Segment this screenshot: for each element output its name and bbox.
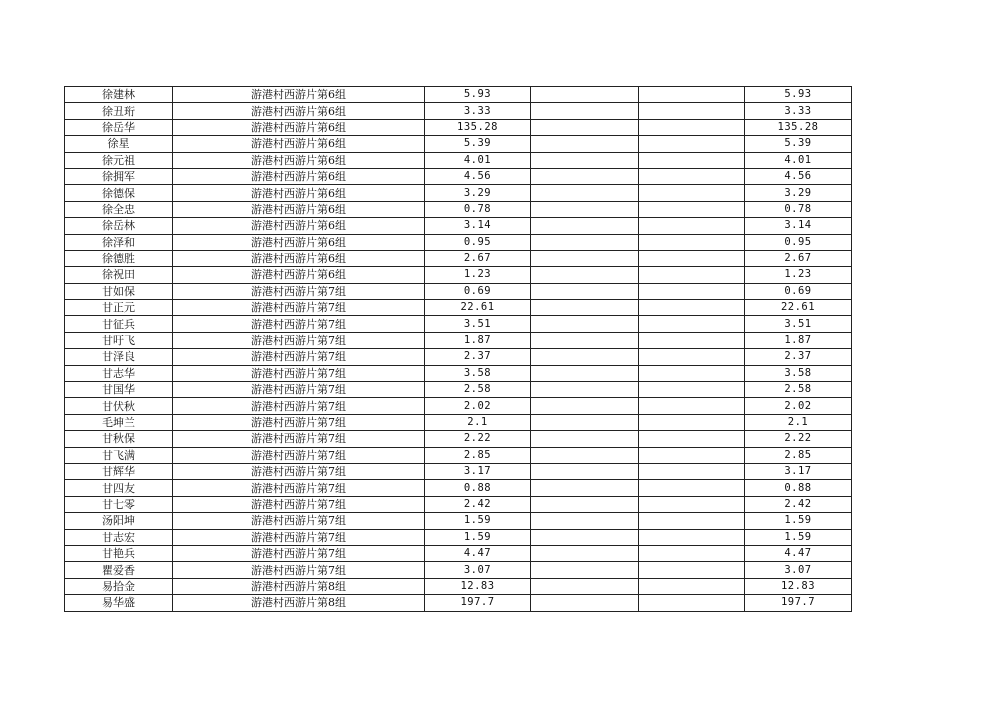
area-cell: 2.22 [425,431,531,447]
location-cell: 游港村西游片第6组 [173,250,425,266]
blank-cell [639,87,745,103]
blank-cell [639,267,745,283]
area-cell: 5.39 [425,136,531,152]
location-cell: 游港村西游片第6组 [173,168,425,184]
total-cell: 4.47 [745,545,852,561]
area-cell: 4.01 [425,152,531,168]
total-cell: 3.51 [745,316,852,332]
name-cell: 甘正元 [65,300,173,316]
total-cell: 2.58 [745,382,852,398]
blank-cell [639,119,745,135]
total-cell: 3.17 [745,463,852,479]
blank-cell [531,545,639,561]
area-cell: 2.1 [425,414,531,430]
blank-cell [531,414,639,430]
name-cell: 甘国华 [65,382,173,398]
name-cell: 易拾金 [65,578,173,594]
name-cell: 甘辉华 [65,463,173,479]
blank-cell [531,119,639,135]
area-cell: 2.85 [425,447,531,463]
total-cell: 4.56 [745,168,852,184]
table-row [65,218,852,234]
blank-cell [531,87,639,103]
name-cell: 徐丑珩 [65,103,173,119]
area-cell: 1.59 [425,513,531,529]
name-cell: 甘志华 [65,365,173,381]
table-row [65,250,852,266]
blank-cell [639,513,745,529]
area-cell: 135.28 [425,119,531,135]
area-cell: 3.07 [425,562,531,578]
total-cell: 0.95 [745,234,852,250]
total-cell: 12.83 [745,578,852,594]
table-row [65,283,852,299]
area-cell: 4.56 [425,168,531,184]
table-row [65,152,852,168]
table-row [65,480,852,496]
area-cell: 2.67 [425,250,531,266]
name-cell: 徐元祖 [65,152,173,168]
name-cell: 甘志宏 [65,529,173,545]
table-row [65,201,852,217]
blank-cell [531,103,639,119]
name-cell: 甘伏秋 [65,398,173,414]
blank-cell [639,545,745,561]
name-cell: 甘艳兵 [65,545,173,561]
total-cell: 1.23 [745,267,852,283]
total-cell: 5.93 [745,87,852,103]
area-cell: 3.58 [425,365,531,381]
location-cell: 游港村西游片第6组 [173,152,425,168]
blank-cell [531,185,639,201]
area-cell: 3.33 [425,103,531,119]
table-row [65,545,852,561]
name-cell: 甘吁飞 [65,332,173,348]
blank-cell [639,152,745,168]
blank-cell [639,136,745,152]
blank-cell [531,152,639,168]
blank-cell [531,168,639,184]
table-row [65,267,852,283]
area-cell: 2.42 [425,496,531,512]
table-row [65,87,852,103]
blank-cell [531,234,639,250]
blank-cell [531,529,639,545]
blank-cell [639,562,745,578]
blank-cell [531,496,639,512]
table-row [65,414,852,430]
table-row [65,529,852,545]
area-cell: 0.88 [425,480,531,496]
total-cell: 3.33 [745,103,852,119]
total-cell: 1.59 [745,529,852,545]
name-cell: 甘征兵 [65,316,173,332]
location-cell: 游港村西游片第7组 [173,480,425,496]
area-cell: 1.59 [425,529,531,545]
location-cell: 游港村西游片第8组 [173,595,425,611]
location-cell: 游港村西游片第7组 [173,414,425,430]
area-cell: 0.78 [425,201,531,217]
blank-cell [531,316,639,332]
table-row [65,496,852,512]
area-cell: 0.95 [425,234,531,250]
location-cell: 游港村西游片第6组 [173,87,425,103]
blank-cell [531,267,639,283]
table-row [65,119,852,135]
table-row [65,136,852,152]
total-cell: 135.28 [745,119,852,135]
name-cell: 甘七零 [65,496,173,512]
total-cell: 3.58 [745,365,852,381]
table-row [65,431,852,447]
total-cell: 2.42 [745,496,852,512]
table-row [65,234,852,250]
area-cell: 1.23 [425,267,531,283]
blank-cell [531,332,639,348]
name-cell: 徐建林 [65,87,173,103]
location-cell: 游港村西游片第6组 [173,119,425,135]
blank-cell [639,578,745,594]
area-cell: 3.17 [425,463,531,479]
table-row [65,349,852,365]
blank-cell [531,447,639,463]
blank-cell [639,398,745,414]
name-cell: 徐德胜 [65,250,173,266]
blank-cell [531,283,639,299]
location-cell: 游港村西游片第6组 [173,201,425,217]
location-cell: 游港村西游片第6组 [173,267,425,283]
name-cell: 徐拥军 [65,168,173,184]
name-cell: 毛坤兰 [65,414,173,430]
blank-cell [639,365,745,381]
name-cell: 徐岳华 [65,119,173,135]
area-cell: 3.29 [425,185,531,201]
location-cell: 游港村西游片第7组 [173,332,425,348]
name-cell: 甘如保 [65,283,173,299]
blank-cell [639,168,745,184]
table-body [65,87,852,612]
table-row [65,300,852,316]
name-cell: 徐德保 [65,185,173,201]
total-cell: 1.59 [745,513,852,529]
table-row [65,185,852,201]
blank-cell [531,218,639,234]
area-cell: 197.7 [425,595,531,611]
total-cell: 2.67 [745,250,852,266]
total-cell: 3.14 [745,218,852,234]
blank-cell [639,463,745,479]
blank-cell [531,578,639,594]
blank-cell [531,201,639,217]
table-row [65,365,852,381]
blank-cell [639,447,745,463]
blank-cell [639,201,745,217]
area-cell: 1.87 [425,332,531,348]
total-cell: 0.78 [745,201,852,217]
total-cell: 0.88 [745,480,852,496]
location-cell: 游港村西游片第7组 [173,365,425,381]
total-cell: 3.07 [745,562,852,578]
blank-cell [639,496,745,512]
area-cell: 12.83 [425,578,531,594]
location-cell: 游港村西游片第7组 [173,513,425,529]
location-cell: 游港村西游片第7组 [173,496,425,512]
name-cell: 徐全忠 [65,201,173,217]
blank-cell [639,218,745,234]
table-row [65,332,852,348]
total-cell: 0.69 [745,283,852,299]
area-cell: 3.14 [425,218,531,234]
name-cell: 徐岳林 [65,218,173,234]
blank-cell [639,414,745,430]
blank-cell [639,250,745,266]
blank-cell [531,562,639,578]
location-cell: 游港村西游片第7组 [173,431,425,447]
area-cell: 2.37 [425,349,531,365]
blank-cell [531,595,639,611]
blank-cell [639,300,745,316]
location-cell: 游港村西游片第7组 [173,447,425,463]
location-cell: 游港村西游片第7组 [173,529,425,545]
table-row [65,103,852,119]
total-cell: 2.85 [745,447,852,463]
blank-cell [531,382,639,398]
table-row [65,398,852,414]
name-cell: 甘飞满 [65,447,173,463]
table-row [65,513,852,529]
total-cell: 2.37 [745,349,852,365]
blank-cell [531,431,639,447]
table-row [65,578,852,594]
name-cell: 甘泽良 [65,349,173,365]
area-cell: 4.47 [425,545,531,561]
area-cell: 2.02 [425,398,531,414]
location-cell: 游港村西游片第7组 [173,316,425,332]
name-cell: 徐泽和 [65,234,173,250]
total-cell: 22.61 [745,300,852,316]
area-cell: 5.93 [425,87,531,103]
blank-cell [531,300,639,316]
land-area-table [64,86,852,612]
name-cell: 甘四友 [65,480,173,496]
blank-cell [639,529,745,545]
blank-cell [639,316,745,332]
location-cell: 游港村西游片第6组 [173,185,425,201]
blank-cell [639,382,745,398]
table-row [65,463,852,479]
location-cell: 游港村西游片第7组 [173,283,425,299]
blank-cell [531,513,639,529]
location-cell: 游港村西游片第6组 [173,234,425,250]
name-cell: 瞿爱香 [65,562,173,578]
blank-cell [531,250,639,266]
blank-cell [639,283,745,299]
name-cell: 汤阳坤 [65,513,173,529]
area-cell: 2.58 [425,382,531,398]
total-cell: 3.29 [745,185,852,201]
blank-cell [531,365,639,381]
blank-cell [531,136,639,152]
table-row [65,447,852,463]
area-cell: 0.69 [425,283,531,299]
location-cell: 游港村西游片第7组 [173,300,425,316]
blank-cell [639,349,745,365]
table-row [65,595,852,611]
table-row [65,168,852,184]
blank-cell [531,349,639,365]
location-cell: 游港村西游片第6组 [173,218,425,234]
table-row [65,382,852,398]
total-cell: 2.1 [745,414,852,430]
blank-cell [639,234,745,250]
area-cell: 3.51 [425,316,531,332]
location-cell: 游港村西游片第7组 [173,382,425,398]
location-cell: 游港村西游片第7组 [173,349,425,365]
blank-cell [531,480,639,496]
total-cell: 197.7 [745,595,852,611]
area-cell: 22.61 [425,300,531,316]
location-cell: 游港村西游片第6组 [173,103,425,119]
total-cell: 2.22 [745,431,852,447]
name-cell: 甘秋保 [65,431,173,447]
blank-cell [639,595,745,611]
table-row [65,316,852,332]
blank-cell [531,398,639,414]
blank-cell [639,480,745,496]
location-cell: 游港村西游片第7组 [173,562,425,578]
blank-cell [531,463,639,479]
location-cell: 游港村西游片第7组 [173,463,425,479]
location-cell: 游港村西游片第6组 [173,136,425,152]
name-cell: 易华盛 [65,595,173,611]
total-cell: 5.39 [745,136,852,152]
name-cell: 徐星 [65,136,173,152]
table-row [65,562,852,578]
total-cell: 4.01 [745,152,852,168]
blank-cell [639,185,745,201]
blank-cell [639,103,745,119]
total-cell: 2.02 [745,398,852,414]
blank-cell [639,332,745,348]
name-cell: 徐祝田 [65,267,173,283]
location-cell: 游港村西游片第8组 [173,578,425,594]
total-cell: 1.87 [745,332,852,348]
blank-cell [639,431,745,447]
location-cell: 游港村西游片第7组 [173,545,425,561]
location-cell: 游港村西游片第7组 [173,398,425,414]
